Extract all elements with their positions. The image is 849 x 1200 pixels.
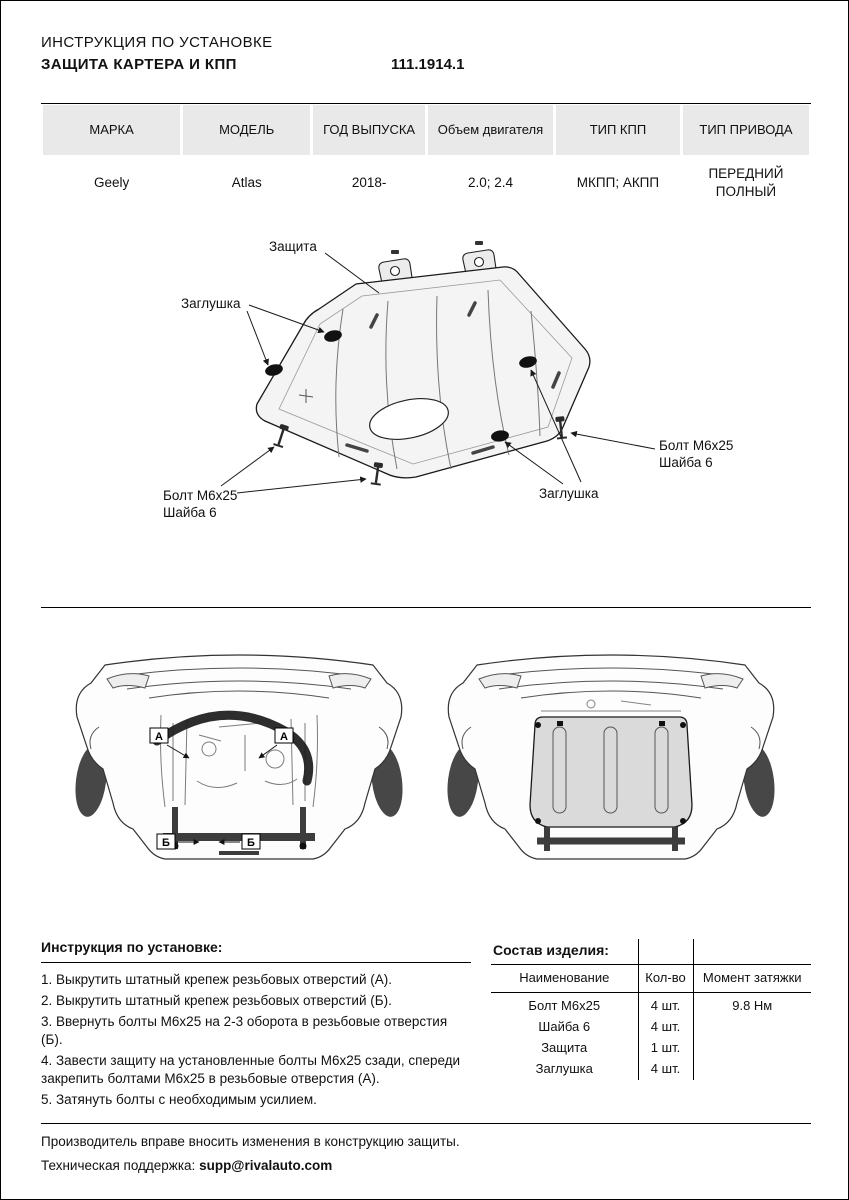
part-torque (693, 1017, 811, 1038)
spec-header-engine: Объем двигателя (428, 105, 553, 155)
product-title: ЗАЩИТА КАРТЕРА И КПП (41, 56, 237, 73)
part-torque (693, 1038, 811, 1059)
doc-type-title: ИНСТРУКЦИЯ ПО УСТАНОВКЕ (41, 34, 273, 51)
part-qty: 1 шт. (638, 1038, 693, 1059)
spec-value-engine: 2.0; 2.4 (467, 175, 513, 191)
shield-plate (256, 267, 590, 478)
view-stock-underside (69, 631, 409, 893)
parts-header-qty: Кол-во (638, 965, 693, 993)
marker-b: Б (162, 837, 170, 849)
part-qty: 4 шт. (638, 1017, 693, 1038)
marker-a: А (280, 731, 288, 743)
spec-value-brand: Geely (93, 175, 130, 191)
instruction-step: 1. Выкрутить штатный крепеж резьбовых отверстий (А). (41, 972, 392, 987)
label-plug-bottom: Заглушка (539, 486, 599, 501)
spec-value-year: 2018- (351, 175, 387, 191)
spec-value-model: Atlas (231, 175, 262, 191)
footer-support (41, 1158, 332, 1173)
spec-value-gearbox: МКПП; АКПП (576, 175, 660, 191)
instructions-section (41, 939, 471, 1112)
label-bolt-right-line2: Шайба 6 (659, 454, 713, 470)
instructions-heading-rule (41, 962, 471, 963)
part-name: Защита (541, 1039, 588, 1055)
parts-header-torque: Момент затяжки (693, 965, 811, 993)
part-qty: 4 шт. (638, 993, 693, 1017)
parts-row (491, 993, 811, 1017)
part-name: Заглушка (535, 1060, 593, 1076)
part-number: 111.1914.1 (391, 56, 465, 73)
spec-data-row (43, 155, 809, 211)
bracket-bolts (391, 241, 483, 254)
support-label: Техническая поддержка: (41, 1158, 196, 1173)
part-torque (693, 1059, 811, 1080)
section-divider (41, 607, 811, 608)
installation-views (69, 631, 781, 899)
label-plug-left: Заглушка (181, 296, 241, 311)
spec-header-gearbox: ТИП КПП (556, 105, 680, 155)
parts-row (491, 1038, 811, 1059)
footer-rule (41, 1123, 811, 1124)
parts-row (491, 1017, 811, 1038)
shield-diagram-svg (41, 239, 811, 539)
instruction-step: 4. Завести защиту на установленные болты М6х25 сзади, спереди закрепить болтами М6х25 в резьбовые отверстия (А). (41, 1052, 461, 1086)
spec-value-drive: ПЕРЕДНИЙ ПОЛНЫЙ (708, 166, 784, 199)
parts-row (491, 1059, 811, 1080)
parts-section (491, 939, 811, 1080)
part-name: Шайба 6 (538, 1018, 591, 1034)
label-bolt-left-line1: Болт М6х25 (163, 488, 238, 503)
view-with-shield (441, 631, 781, 893)
spec-header-row (43, 105, 809, 155)
spec-table (40, 105, 812, 211)
support-email: supp@rivalauto.com (199, 1158, 333, 1173)
footer-note: Производитель вправе вносить изменения в конструкцию защиты. (41, 1134, 460, 1149)
part-qty: 4 шт. (638, 1059, 693, 1080)
spec-table-top-rule (41, 103, 811, 104)
label-bolt-right-line1: Болт М6х25 (659, 438, 734, 453)
instruction-step: 3. Ввернуть болты М6х25 на 2-3 оборота в резьбовые отверстия (Б). (41, 1013, 448, 1047)
label-bolt-left (163, 488, 237, 522)
instruction-step: 2. Выкрутить штатный крепеж резьбовых отверстий (Б). (41, 992, 392, 1008)
marker-b: Б (247, 837, 255, 849)
spec-header-model: МОДЕЛЬ (183, 105, 310, 155)
product-title-row (41, 56, 811, 74)
label-shield: Защита (269, 239, 317, 254)
marker-a: А (155, 731, 163, 743)
label-bolt-right (659, 438, 733, 472)
spec-header-drive: ТИП ПРИВОДА (683, 105, 809, 155)
spec-header-year: ГОД ВЫПУСКА (313, 105, 425, 155)
part-name: Болт М6х25 (528, 998, 601, 1014)
parts-table (491, 939, 811, 1080)
parts-header-name: Наименование (491, 965, 638, 993)
parts-header-row (491, 965, 811, 993)
label-bolt-left-line2: Шайба 6 (163, 504, 217, 520)
instructions-heading: Инструкция по установке: (41, 939, 223, 955)
part-torque: 9.8 Нм (693, 993, 811, 1017)
instruction-step: 5. Затянуть болты с необходимым усилием. (41, 1091, 317, 1107)
parts-title-row (491, 939, 811, 965)
doc-header (41, 34, 811, 74)
spec-header-brand: МАРКА (43, 105, 180, 155)
parts-heading: Состав изделия: (491, 939, 638, 965)
main-diagram (41, 239, 811, 539)
